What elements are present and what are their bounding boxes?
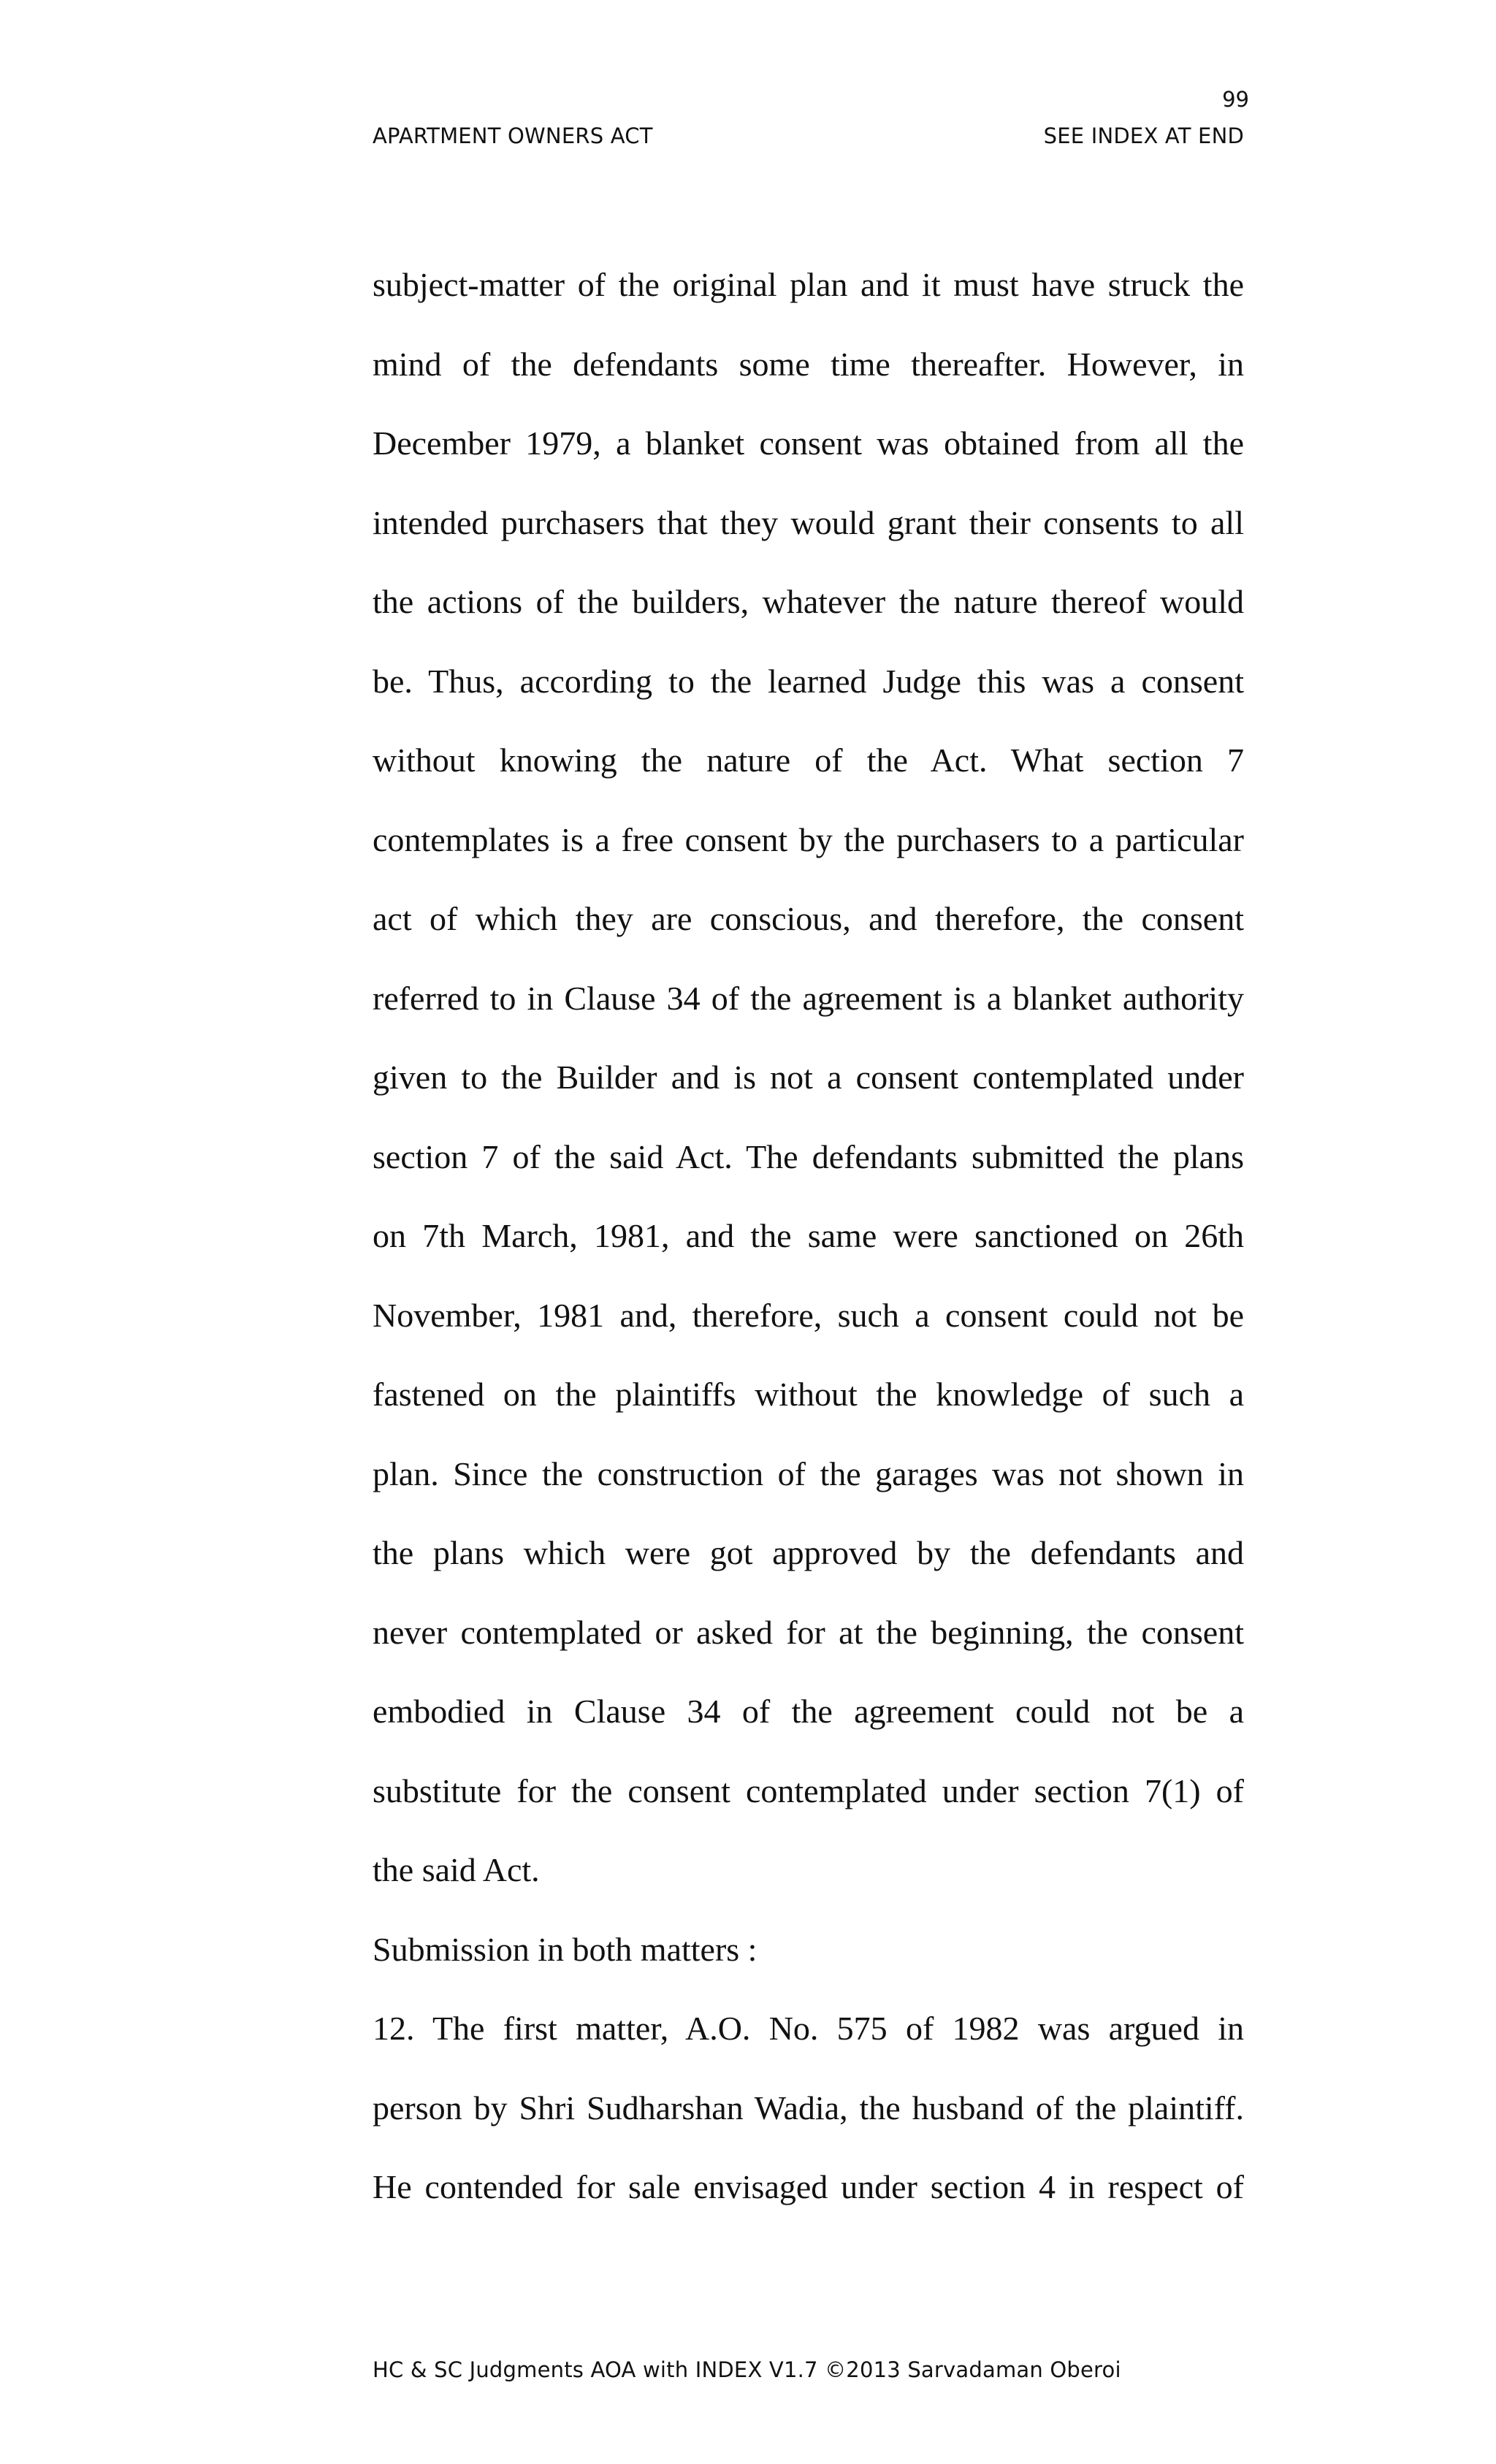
footer-copyright: HC & SC Judgments AOA with INDEX V1.7 ©2013 Sarvadaman Oberoi [373,2357,1121,2382]
section-heading: Submission in both matters : [373,1930,757,1968]
text-line: December 1979, a blanket consent was obtained from all the [373,424,1244,462]
page-number: 99 [1222,87,1249,112]
text-line: He contended for sale envisaged under section 4 in respect of [373,2168,1244,2205]
text-line: on 7th March, 1981, and the same were sanctioned on 26th [373,1217,1244,1254]
text-line: the plans which were got approved by the defendants and [373,1534,1244,1571]
text-line: substitute for the consent contemplated under section 7(1) of [373,1771,1244,1809]
text-line: referred to in Clause 34 of the agreement is a blanket authority [373,979,1244,1017]
text-line: 12. The first matter, A.O. No. 575 of 1982 was argued in [373,2010,1244,2047]
text-line: the said Act. [373,1851,540,1888]
text-line: given to the Builder and is not a consent contemplated under [373,1059,1244,1096]
text-line: without knowing the nature of the Act. What section 7 [373,741,1244,779]
running-header-index-note: SEE INDEX AT END [1043,123,1244,148]
running-header-title: APARTMENT OWNERS ACT [373,123,653,148]
text-line: subject-matter of the original plan and it must have struck the [373,266,1244,303]
text-line: mind of the defendants some time thereafter. However, in [373,345,1244,383]
text-line: intended purchasers that they would grant their consents to all [373,503,1244,541]
text-line: act of which they are conscious, and therefore, the consent [373,900,1244,937]
text-line: plan. Since the construction of the garages was not shown in [373,1454,1244,1492]
text-line: November, 1981 and, therefore, such a consent could not be [373,1296,1244,1334]
text-line: fastened on the plaintiffs without the knowledge of such a [373,1376,1244,1413]
text-line: section 7 of the said Act. The defendants submitted the plans [373,1137,1244,1175]
text-line: person by Shri Sudharshan Wadia, the husband of the plaintiff. [373,2089,1244,2127]
text-line: be. Thus, according to the learned Judge this was a consent [373,662,1244,700]
judgment-body-text [373,263,1244,2245]
text-line: contemplates is a free consent by the purchasers to a particular [373,820,1244,858]
text-line: never contemplated or asked for at the beginning, the consent [373,1613,1244,1651]
text-line: embodied in Clause 34 of the agreement could not be a [373,1693,1244,1730]
text-line: the actions of the builders, whatever the nature thereof would [373,583,1244,620]
